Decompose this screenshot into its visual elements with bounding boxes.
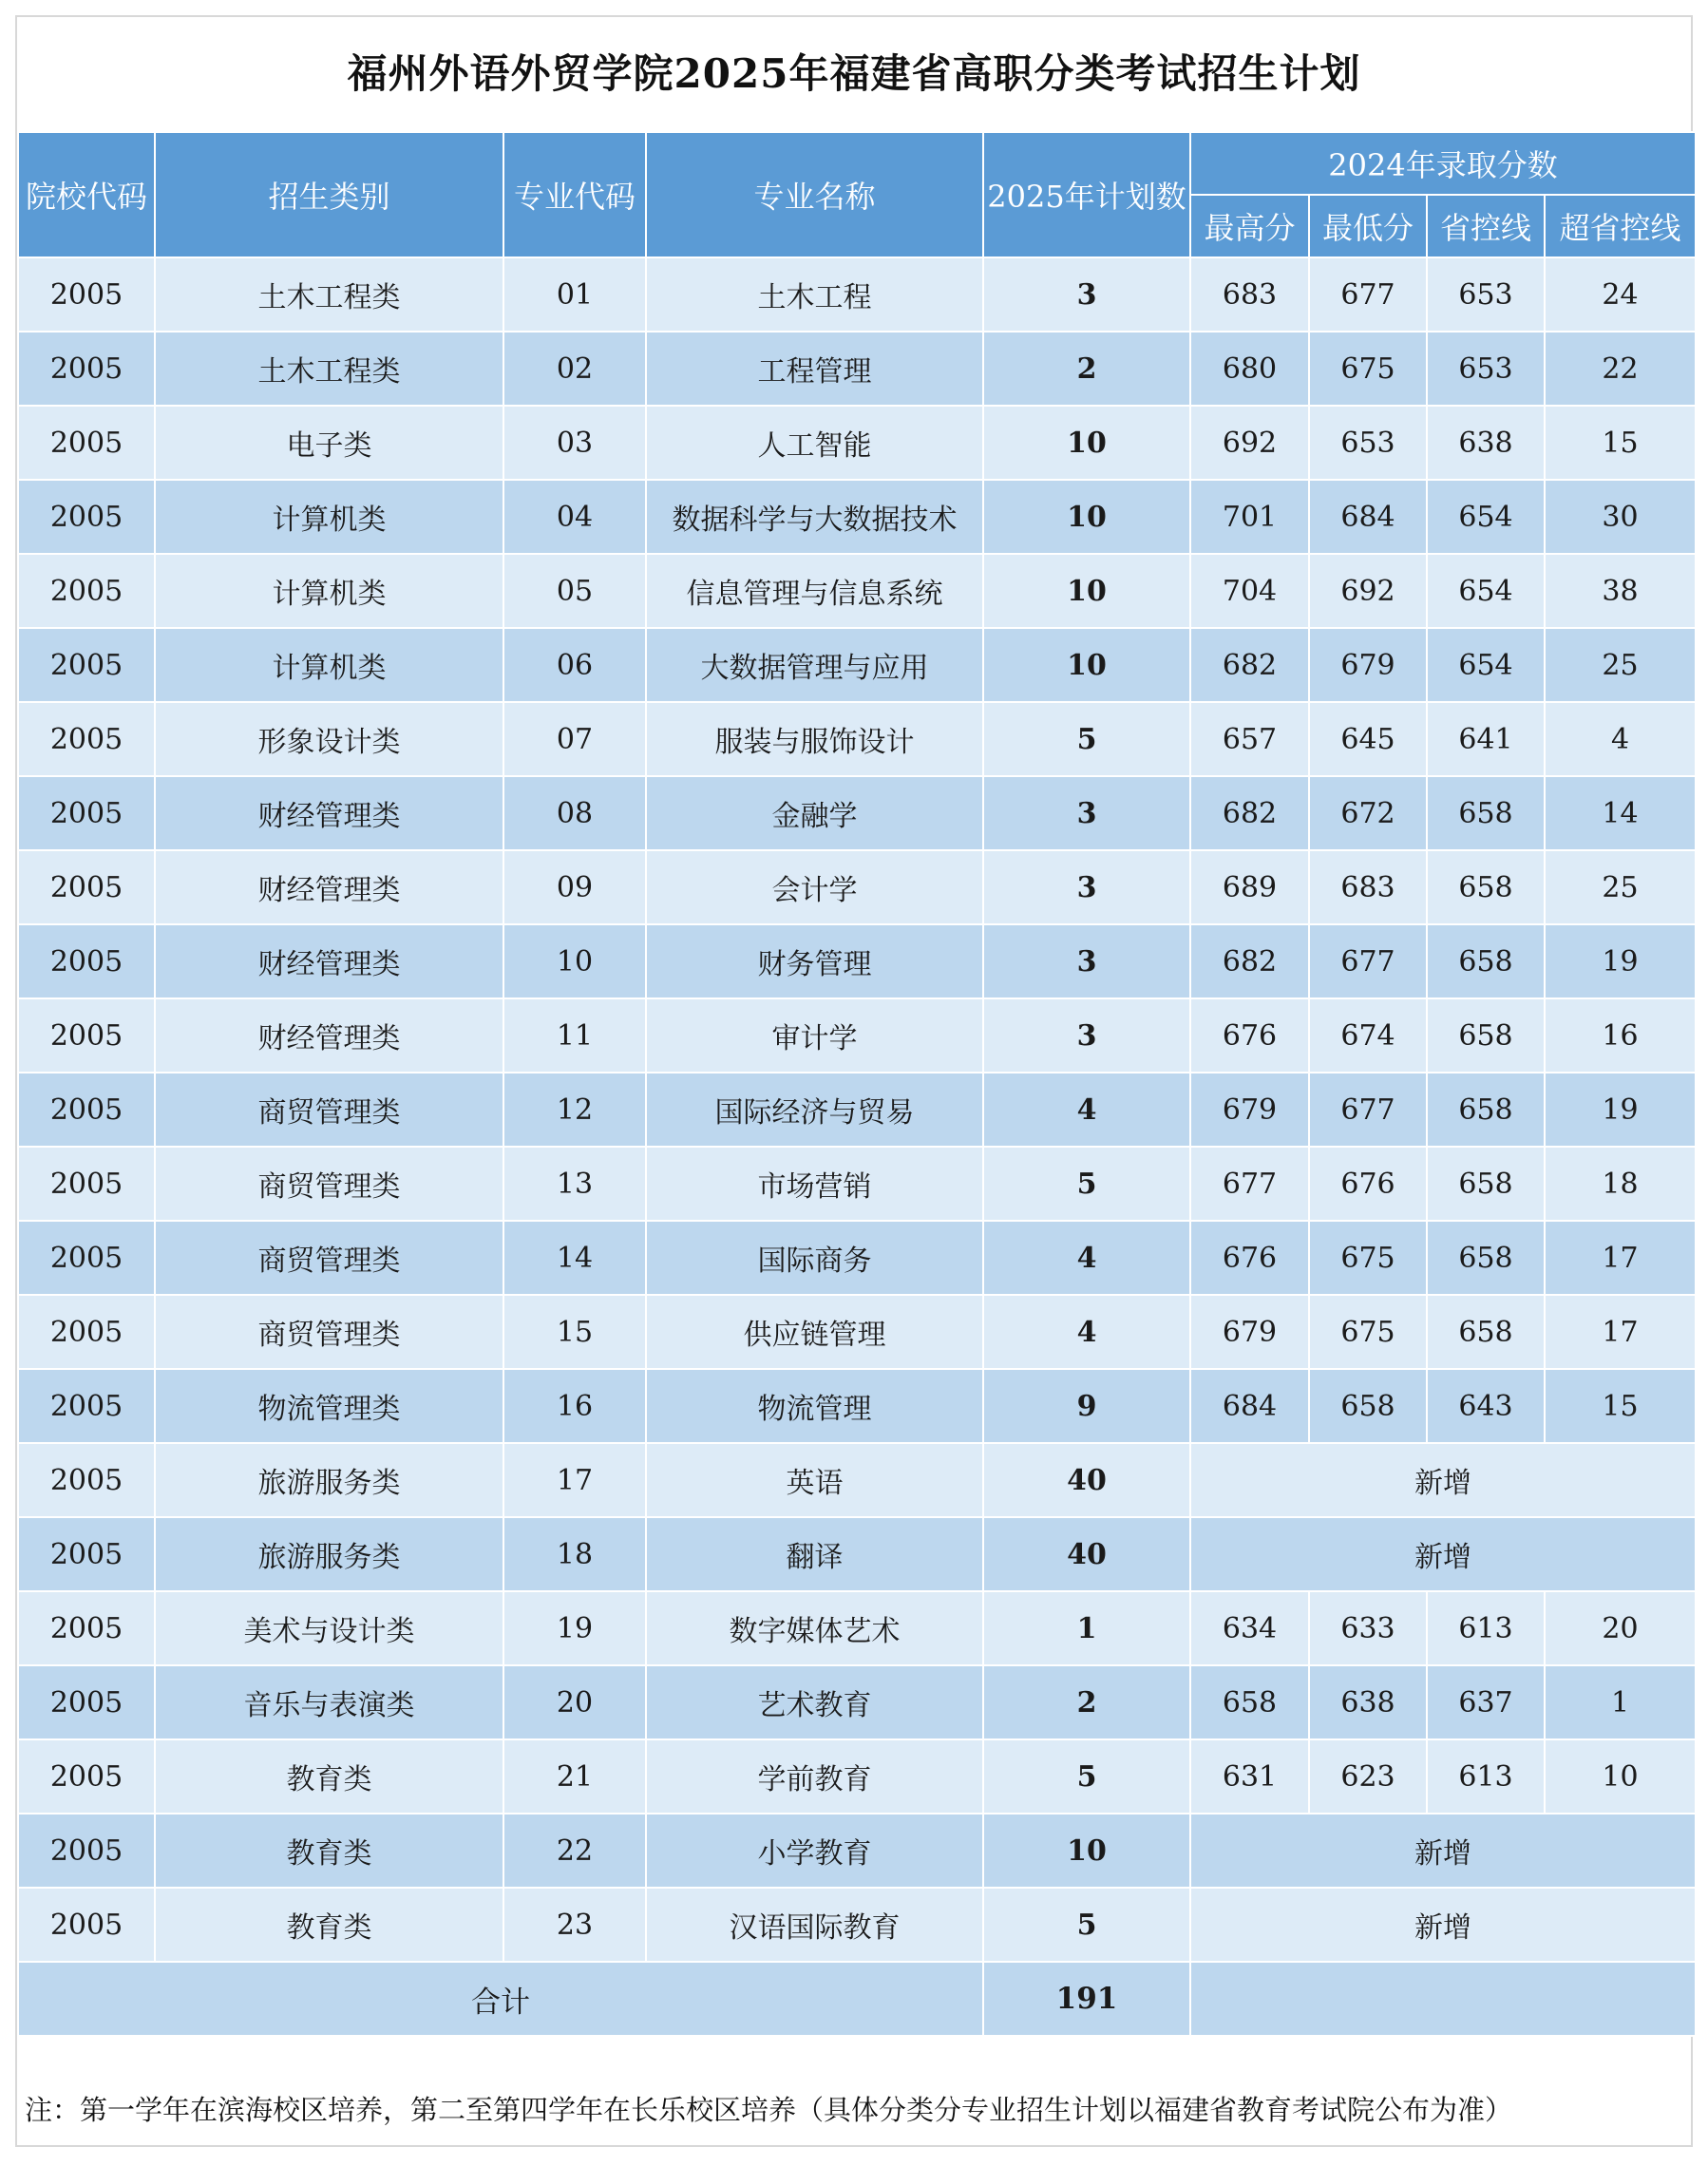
table-row (18, 1369, 1696, 1443)
cell-min-score: 674 (1309, 998, 1427, 1073)
cell-major-name: 财务管理 (646, 924, 983, 998)
cell-category: 土木工程类 (155, 257, 503, 332)
cell-major-code: 08 (503, 776, 646, 850)
cell-plan-2025: 10 (983, 554, 1190, 628)
cell-school-code: 2005 (18, 998, 155, 1073)
cell-major-code: 02 (503, 332, 646, 406)
cell-min-score: 692 (1309, 554, 1427, 628)
table-row (18, 924, 1696, 998)
cell-max-score: 682 (1190, 924, 1309, 998)
cell-min-score: 675 (1309, 1295, 1427, 1369)
cell-control-line: 643 (1427, 1369, 1545, 1443)
cell-over-control: 30 (1545, 480, 1696, 554)
cell-over-control: 14 (1545, 776, 1696, 850)
table-body (18, 257, 1696, 2036)
cell-category: 美术与设计类 (155, 1591, 503, 1665)
cell-school-code: 2005 (18, 1073, 155, 1147)
cell-over-control: 18 (1545, 1147, 1696, 1221)
table-row (18, 1517, 1696, 1591)
cell-new-status: 新增 (1190, 1888, 1696, 1962)
cell-major-name: 供应链管理 (646, 1295, 983, 1369)
cell-min-score: 684 (1309, 480, 1427, 554)
cell-school-code: 2005 (18, 1221, 155, 1295)
total-empty (1190, 1962, 1696, 2036)
cell-major-name: 艺术教育 (646, 1665, 983, 1739)
header-category: 招生类别 (155, 132, 503, 257)
cell-control-line: 641 (1427, 702, 1545, 776)
cell-control-line: 653 (1427, 257, 1545, 332)
cell-major-name: 人工智能 (646, 406, 983, 480)
cell-max-score: 677 (1190, 1147, 1309, 1221)
cell-max-score: 682 (1190, 628, 1309, 702)
cell-control-line: 658 (1427, 776, 1545, 850)
table-header (18, 132, 1696, 257)
cell-category: 形象设计类 (155, 702, 503, 776)
cell-category: 旅游服务类 (155, 1443, 503, 1517)
cell-category: 财经管理类 (155, 924, 503, 998)
cell-max-score: 657 (1190, 702, 1309, 776)
cell-category: 旅游服务类 (155, 1517, 503, 1591)
cell-school-code: 2005 (18, 1814, 155, 1888)
cell-major-code: 19 (503, 1591, 646, 1665)
cell-category: 土木工程类 (155, 332, 503, 406)
cell-major-name: 汉语国际教育 (646, 1888, 983, 1962)
cell-school-code: 2005 (18, 554, 155, 628)
cell-over-control: 25 (1545, 628, 1696, 702)
cell-category: 音乐与表演类 (155, 1665, 503, 1739)
cell-plan-2025: 40 (983, 1517, 1190, 1591)
cell-control-line: 658 (1427, 924, 1545, 998)
cell-control-line: 658 (1427, 998, 1545, 1073)
cell-min-score: 675 (1309, 332, 1427, 406)
cell-category: 计算机类 (155, 554, 503, 628)
cell-over-control: 22 (1545, 332, 1696, 406)
cell-control-line: 658 (1427, 1221, 1545, 1295)
cell-control-line: 658 (1427, 1073, 1545, 1147)
cell-major-name: 学前教育 (646, 1739, 983, 1814)
cell-school-code: 2005 (18, 628, 155, 702)
cell-category: 计算机类 (155, 628, 503, 702)
cell-category: 物流管理类 (155, 1369, 503, 1443)
cell-control-line: 658 (1427, 850, 1545, 924)
table-row (18, 1739, 1696, 1814)
cell-over-control: 15 (1545, 406, 1696, 480)
cell-school-code: 2005 (18, 702, 155, 776)
cell-major-code: 03 (503, 406, 646, 480)
cell-control-line: 638 (1427, 406, 1545, 480)
cell-school-code: 2005 (18, 480, 155, 554)
table-row (18, 702, 1696, 776)
cell-plan-2025: 10 (983, 628, 1190, 702)
cell-min-score: 623 (1309, 1739, 1427, 1814)
cell-major-code: 05 (503, 554, 646, 628)
cell-max-score: 658 (1190, 1665, 1309, 1739)
enrollment-plan-table (17, 131, 1697, 2037)
cell-major-name: 英语 (646, 1443, 983, 1517)
cell-major-code: 17 (503, 1443, 646, 1517)
cell-school-code: 2005 (18, 1517, 155, 1591)
table-row (18, 1443, 1696, 1517)
cell-major-name: 金融学 (646, 776, 983, 850)
cell-category: 教育类 (155, 1814, 503, 1888)
cell-major-name: 大数据管理与应用 (646, 628, 983, 702)
cell-category: 财经管理类 (155, 998, 503, 1073)
cell-max-score: 634 (1190, 1591, 1309, 1665)
footnote: 注：第一学年在滨海校区培养，第二至第四学年在长乐校区培养（具体分类分专业招生计划以福建省教育考试院公布为准） (25, 2094, 1513, 2126)
cell-major-code: 13 (503, 1147, 646, 1221)
cell-min-score: 653 (1309, 406, 1427, 480)
cell-major-name: 翻译 (646, 1517, 983, 1591)
header-max-score: 最高分 (1190, 195, 1309, 257)
table-row (18, 257, 1696, 332)
cell-major-name: 国际经济与贸易 (646, 1073, 983, 1147)
cell-over-control: 17 (1545, 1295, 1696, 1369)
header-control-line: 省控线 (1427, 195, 1545, 257)
cell-control-line: 654 (1427, 554, 1545, 628)
cell-max-score: 684 (1190, 1369, 1309, 1443)
cell-category: 财经管理类 (155, 850, 503, 924)
cell-plan-2025: 3 (983, 776, 1190, 850)
cell-plan-2025: 5 (983, 1888, 1190, 1962)
cell-major-name: 数据科学与大数据技术 (646, 480, 983, 554)
table-row (18, 1665, 1696, 1739)
cell-category: 教育类 (155, 1888, 503, 1962)
cell-major-code: 20 (503, 1665, 646, 1739)
cell-major-code: 16 (503, 1369, 646, 1443)
cell-control-line: 613 (1427, 1739, 1545, 1814)
cell-major-code: 15 (503, 1295, 646, 1369)
cell-plan-2025: 2 (983, 332, 1190, 406)
cell-over-control: 17 (1545, 1221, 1696, 1295)
table-row (18, 406, 1696, 480)
cell-over-control: 25 (1545, 850, 1696, 924)
cell-min-score: 675 (1309, 1221, 1427, 1295)
cell-plan-2025: 10 (983, 406, 1190, 480)
cell-category: 商贸管理类 (155, 1073, 503, 1147)
cell-school-code: 2005 (18, 1665, 155, 1739)
cell-over-control: 10 (1545, 1739, 1696, 1814)
cell-major-code: 09 (503, 850, 646, 924)
header-major-code: 专业代码 (503, 132, 646, 257)
cell-major-name: 物流管理 (646, 1369, 983, 1443)
cell-school-code: 2005 (18, 776, 155, 850)
cell-major-name: 审计学 (646, 998, 983, 1073)
cell-plan-2025: 4 (983, 1221, 1190, 1295)
cell-max-score: 676 (1190, 998, 1309, 1073)
cell-school-code: 2005 (18, 924, 155, 998)
cell-plan-2025: 5 (983, 1739, 1190, 1814)
cell-over-control: 15 (1545, 1369, 1696, 1443)
cell-category: 商贸管理类 (155, 1147, 503, 1221)
page-title: 福州外语外贸学院2025年福建省高职分类考试招生计划 (347, 50, 1361, 97)
cell-min-score: 645 (1309, 702, 1427, 776)
cell-control-line: 658 (1427, 1147, 1545, 1221)
total-label: 合计 (18, 1962, 983, 2036)
cell-plan-2025: 5 (983, 1147, 1190, 1221)
header-over-control: 超省控线 (1545, 195, 1696, 257)
cell-over-control: 24 (1545, 257, 1696, 332)
table-row (18, 850, 1696, 924)
cell-plan-2025: 9 (983, 1369, 1190, 1443)
cell-plan-2025: 2 (983, 1665, 1190, 1739)
total-row (18, 1962, 1696, 2036)
cell-min-score: 676 (1309, 1147, 1427, 1221)
table-row (18, 1295, 1696, 1369)
cell-category: 电子类 (155, 406, 503, 480)
cell-min-score: 677 (1309, 257, 1427, 332)
cell-major-code: 21 (503, 1739, 646, 1814)
cell-category: 财经管理类 (155, 776, 503, 850)
header-school-code: 院校代码 (18, 132, 155, 257)
table-row (18, 1888, 1696, 1962)
cell-max-score: 683 (1190, 257, 1309, 332)
cell-major-code: 11 (503, 998, 646, 1073)
cell-school-code: 2005 (18, 406, 155, 480)
cell-major-name: 信息管理与信息系统 (646, 554, 983, 628)
cell-min-score: 638 (1309, 1665, 1427, 1739)
table-row (18, 480, 1696, 554)
cell-plan-2025: 40 (983, 1443, 1190, 1517)
cell-plan-2025: 10 (983, 1814, 1190, 1888)
enrollment-plan-document (15, 15, 1693, 2147)
cell-category: 商贸管理类 (155, 1295, 503, 1369)
cell-control-line: 653 (1427, 332, 1545, 406)
cell-max-score: 704 (1190, 554, 1309, 628)
cell-over-control: 4 (1545, 702, 1696, 776)
cell-control-line: 637 (1427, 1665, 1545, 1739)
cell-plan-2025: 4 (983, 1073, 1190, 1147)
cell-max-score: 676 (1190, 1221, 1309, 1295)
cell-school-code: 2005 (18, 1591, 155, 1665)
cell-min-score: 633 (1309, 1591, 1427, 1665)
cell-plan-2025: 10 (983, 480, 1190, 554)
cell-new-status: 新增 (1190, 1517, 1696, 1591)
cell-category: 教育类 (155, 1739, 503, 1814)
cell-over-control: 19 (1545, 1073, 1696, 1147)
cell-school-code: 2005 (18, 1739, 155, 1814)
cell-school-code: 2005 (18, 332, 155, 406)
cell-min-score: 679 (1309, 628, 1427, 702)
cell-major-name: 服装与服饰设计 (646, 702, 983, 776)
cell-plan-2025: 3 (983, 924, 1190, 998)
cell-plan-2025: 5 (983, 702, 1190, 776)
cell-major-code: 01 (503, 257, 646, 332)
total-plan: 191 (983, 1962, 1190, 2036)
cell-plan-2025: 3 (983, 257, 1190, 332)
cell-school-code: 2005 (18, 1147, 155, 1221)
cell-major-code: 12 (503, 1073, 646, 1147)
cell-school-code: 2005 (18, 1295, 155, 1369)
cell-major-code: 07 (503, 702, 646, 776)
table-row (18, 776, 1696, 850)
cell-major-code: 06 (503, 628, 646, 702)
cell-max-score: 679 (1190, 1073, 1309, 1147)
table-row (18, 1147, 1696, 1221)
cell-max-score: 692 (1190, 406, 1309, 480)
cell-control-line: 658 (1427, 1295, 1545, 1369)
table-row (18, 998, 1696, 1073)
cell-min-score: 672 (1309, 776, 1427, 850)
cell-over-control: 1 (1545, 1665, 1696, 1739)
header-major-name: 专业名称 (646, 132, 983, 257)
cell-major-name: 工程管理 (646, 332, 983, 406)
cell-plan-2025: 3 (983, 850, 1190, 924)
cell-school-code: 2005 (18, 257, 155, 332)
cell-school-code: 2005 (18, 1888, 155, 1962)
cell-max-score: 689 (1190, 850, 1309, 924)
cell-major-code: 22 (503, 1814, 646, 1888)
cell-over-control: 20 (1545, 1591, 1696, 1665)
cell-school-code: 2005 (18, 850, 155, 924)
cell-major-name: 会计学 (646, 850, 983, 924)
cell-min-score: 658 (1309, 1369, 1427, 1443)
cell-new-status: 新增 (1190, 1814, 1696, 1888)
cell-control-line: 613 (1427, 1591, 1545, 1665)
cell-school-code: 2005 (18, 1369, 155, 1443)
cell-min-score: 677 (1309, 924, 1427, 998)
cell-max-score: 631 (1190, 1739, 1309, 1814)
cell-plan-2025: 1 (983, 1591, 1190, 1665)
cell-major-name: 国际商务 (646, 1221, 983, 1295)
cell-over-control: 38 (1545, 554, 1696, 628)
cell-plan-2025: 3 (983, 998, 1190, 1073)
cell-max-score: 680 (1190, 332, 1309, 406)
table-row (18, 1073, 1696, 1147)
cell-school-code: 2005 (18, 1443, 155, 1517)
cell-plan-2025: 4 (983, 1295, 1190, 1369)
table-row (18, 1221, 1696, 1295)
cell-major-name: 土木工程 (646, 257, 983, 332)
cell-new-status: 新增 (1190, 1443, 1696, 1517)
cell-max-score: 682 (1190, 776, 1309, 850)
table-row (18, 628, 1696, 702)
header-plan-2025: 2025年计划数 (983, 132, 1190, 257)
cell-control-line: 654 (1427, 480, 1545, 554)
cell-over-control: 19 (1545, 924, 1696, 998)
cell-over-control: 16 (1545, 998, 1696, 1073)
table-row (18, 554, 1696, 628)
cell-control-line: 654 (1427, 628, 1545, 702)
cell-category: 商贸管理类 (155, 1221, 503, 1295)
table-row (18, 332, 1696, 406)
cell-category: 计算机类 (155, 480, 503, 554)
cell-major-name: 数字媒体艺术 (646, 1591, 983, 1665)
cell-major-code: 18 (503, 1517, 646, 1591)
cell-min-score: 683 (1309, 850, 1427, 924)
header-min-score: 最低分 (1309, 195, 1427, 257)
cell-major-name: 小学教育 (646, 1814, 983, 1888)
cell-major-code: 10 (503, 924, 646, 998)
cell-major-code: 23 (503, 1888, 646, 1962)
cell-major-name: 市场营销 (646, 1147, 983, 1221)
cell-major-code: 14 (503, 1221, 646, 1295)
cell-major-code: 04 (503, 480, 646, 554)
table-row (18, 1591, 1696, 1665)
cell-max-score: 679 (1190, 1295, 1309, 1369)
cell-max-score: 701 (1190, 480, 1309, 554)
cell-min-score: 677 (1309, 1073, 1427, 1147)
table-row (18, 1814, 1696, 1888)
header-scores-2024: 2024年录取分数 (1190, 132, 1696, 195)
